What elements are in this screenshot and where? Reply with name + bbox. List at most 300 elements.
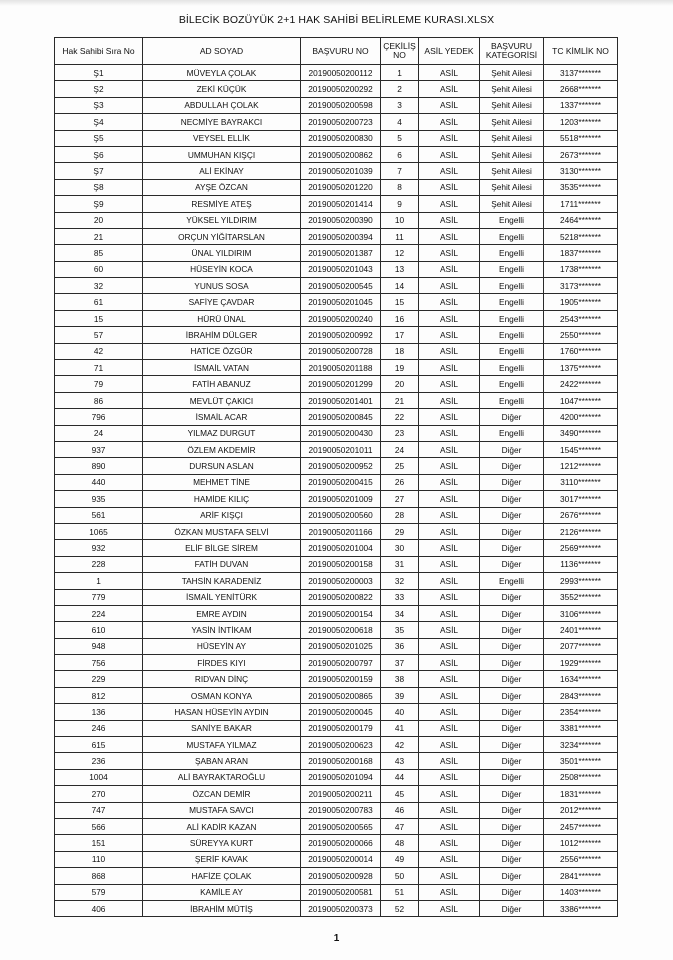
cell-basvuru-no: 20190050201166 (301, 523, 381, 539)
cell-hak-sahibi-sira-no: 440 (55, 474, 143, 490)
results-table (54, 37, 618, 917)
cell-cekilis-no: 24 (381, 441, 419, 457)
cell-cekilis-no: 6 (381, 146, 419, 162)
cell-basvuru-no: 20190050200992 (301, 327, 381, 343)
header-basvuru-no: BAŞVURU NO (301, 38, 381, 65)
table-row (55, 146, 618, 162)
cell-basvuru-kategorisi: Engelli (480, 278, 544, 294)
cell-hak-sahibi-sira-no: Ş7 (55, 163, 143, 179)
cell-asil-yedek: ASİL (419, 540, 480, 556)
cell-ad-soyad: EMRE AYDIN (143, 605, 301, 621)
cell-hak-sahibi-sira-no: 21 (55, 228, 143, 244)
cell-asil-yedek: ASİL (419, 655, 480, 671)
cell-hak-sahibi-sira-no: 224 (55, 605, 143, 621)
cell-cekilis-no: 50 (381, 868, 419, 884)
cell-cekilis-no: 30 (381, 540, 419, 556)
table-row (55, 196, 618, 212)
cell-basvuru-no: 20190050200952 (301, 458, 381, 474)
table-row (55, 212, 618, 228)
cell-basvuru-kategorisi: Diğer (480, 704, 544, 720)
cell-cekilis-no: 44 (381, 769, 419, 785)
cell-asil-yedek: ASİL (419, 753, 480, 769)
cell-basvuru-kategorisi: Şehit Ailesi (480, 130, 544, 146)
cell-tc-kimlik-no: 1929******* (544, 655, 618, 671)
table-row (55, 343, 618, 359)
cell-hak-sahibi-sira-no: 24 (55, 425, 143, 441)
cell-ad-soyad: HATİCE ÖZGÜR (143, 343, 301, 359)
cell-asil-yedek: ASİL (419, 376, 480, 392)
cell-hak-sahibi-sira-no: 406 (55, 900, 143, 916)
cell-hak-sahibi-sira-no: 110 (55, 851, 143, 867)
cell-basvuru-no: 20190050200240 (301, 310, 381, 326)
cell-basvuru-no: 20190050201043 (301, 261, 381, 277)
table-row (55, 523, 618, 539)
cell-basvuru-no: 20190050200623 (301, 737, 381, 753)
cell-tc-kimlik-no: 2354******* (544, 704, 618, 720)
cell-basvuru-no: 20190050200159 (301, 671, 381, 687)
page-number: 1 (333, 933, 340, 944)
header-ad-soyad: AD SOYAD (143, 38, 301, 65)
cell-asil-yedek: ASİL (419, 212, 480, 228)
cell-asil-yedek: ASİL (419, 409, 480, 425)
header-asil-yedek: ASİL YEDEK (419, 38, 480, 65)
cell-ad-soyad: HÜSEYİN AY (143, 638, 301, 654)
cell-basvuru-no: 20190050200598 (301, 97, 381, 113)
table-row (55, 65, 618, 81)
cell-tc-kimlik-no: 1375******* (544, 360, 618, 376)
cell-ad-soyad: MÜVEYLA ÇOLAK (143, 65, 301, 81)
cell-tc-kimlik-no: 2457******* (544, 818, 618, 834)
cell-cekilis-no: 31 (381, 556, 419, 572)
cell-ad-soyad: İSMAİL ACAR (143, 409, 301, 425)
cell-ad-soyad: HAFİZE ÇOLAK (143, 868, 301, 884)
cell-basvuru-kategorisi: Şehit Ailesi (480, 65, 544, 81)
cell-basvuru-kategorisi: Şehit Ailesi (480, 146, 544, 162)
table-row (55, 720, 618, 736)
cell-basvuru-kategorisi: Diğer (480, 687, 544, 703)
table-row (55, 589, 618, 605)
cell-basvuru-kategorisi: Şehit Ailesi (480, 196, 544, 212)
cell-ad-soyad: YUNUS SOSA (143, 278, 301, 294)
cell-hak-sahibi-sira-no: 579 (55, 884, 143, 900)
cell-asil-yedek: ASİL (419, 868, 480, 884)
cell-cekilis-no: 16 (381, 310, 419, 326)
cell-asil-yedek: ASİL (419, 458, 480, 474)
cell-ad-soyad: FATİH DUVAN (143, 556, 301, 572)
cell-basvuru-no: 20190050201039 (301, 163, 381, 179)
cell-basvuru-no: 20190050201011 (301, 441, 381, 457)
cell-cekilis-no: 51 (381, 884, 419, 900)
cell-asil-yedek: ASİL (419, 81, 480, 97)
cell-asil-yedek: ASİL (419, 851, 480, 867)
cell-basvuru-kategorisi: Diğer (480, 868, 544, 884)
cell-asil-yedek: ASİL (419, 146, 480, 162)
cell-basvuru-no: 20190050200066 (301, 835, 381, 851)
cell-basvuru-no: 20190050200565 (301, 818, 381, 834)
cell-asil-yedek: ASİL (419, 589, 480, 605)
cell-basvuru-no: 20190050200430 (301, 425, 381, 441)
cell-basvuru-kategorisi: Engelli (480, 261, 544, 277)
cell-hak-sahibi-sira-no: Ş1 (55, 65, 143, 81)
cell-asil-yedek: ASİL (419, 474, 480, 490)
cell-ad-soyad: MEVLÜT ÇAKICI (143, 392, 301, 408)
cell-hak-sahibi-sira-no: 756 (55, 655, 143, 671)
cell-basvuru-kategorisi: Diğer (480, 851, 544, 867)
table-row (55, 507, 618, 523)
cell-ad-soyad: VEYSEL ELLİK (143, 130, 301, 146)
cell-basvuru-no: 20190050200560 (301, 507, 381, 523)
cell-basvuru-kategorisi: Diğer (480, 507, 544, 523)
cell-tc-kimlik-no: 4200******* (544, 409, 618, 425)
table-body (55, 65, 618, 917)
cell-basvuru-kategorisi: Diğer (480, 638, 544, 654)
cell-basvuru-kategorisi: Diğer (480, 589, 544, 605)
cell-ad-soyad: TAHSİN KARADENİZ (143, 573, 301, 589)
cell-tc-kimlik-no: 1403******* (544, 884, 618, 900)
header-basvuru-kategorisi: BAŞVURU KATEGORİSİ (480, 38, 544, 65)
cell-tc-kimlik-no: 2464******* (544, 212, 618, 228)
cell-asil-yedek: ASİL (419, 622, 480, 638)
table-row (55, 458, 618, 474)
cell-basvuru-no: 20190050200830 (301, 130, 381, 146)
cell-cekilis-no: 36 (381, 638, 419, 654)
cell-ad-soyad: ŞERİF KAVAK (143, 851, 301, 867)
cell-cekilis-no: 4 (381, 114, 419, 130)
cell-hak-sahibi-sira-no: 236 (55, 753, 143, 769)
cell-ad-soyad: SÜREYYA KURT (143, 835, 301, 851)
cell-hak-sahibi-sira-no: Ş8 (55, 179, 143, 195)
page-top-shade (0, 0, 673, 6)
cell-tc-kimlik-no: 1047******* (544, 392, 618, 408)
table-row (55, 278, 618, 294)
cell-tc-kimlik-no: 3490******* (544, 425, 618, 441)
table-row (55, 687, 618, 703)
cell-ad-soyad: AYŞE ÖZCAN (143, 179, 301, 195)
cell-hak-sahibi-sira-no: 61 (55, 294, 143, 310)
cell-asil-yedek: ASİL (419, 507, 480, 523)
cell-asil-yedek: ASİL (419, 114, 480, 130)
cell-basvuru-no: 20190050200545 (301, 278, 381, 294)
cell-basvuru-kategorisi: Engelli (480, 294, 544, 310)
cell-ad-soyad: MUSTAFA SAVCI (143, 802, 301, 818)
cell-tc-kimlik-no: 1831******* (544, 786, 618, 802)
cell-hak-sahibi-sira-no: 868 (55, 868, 143, 884)
cell-hak-sahibi-sira-no: 79 (55, 376, 143, 392)
cell-basvuru-kategorisi: Diğer (480, 458, 544, 474)
cell-basvuru-no: 20190050200783 (301, 802, 381, 818)
cell-basvuru-kategorisi: Şehit Ailesi (480, 114, 544, 130)
cell-cekilis-no: 42 (381, 737, 419, 753)
cell-tc-kimlik-no: 3234******* (544, 737, 618, 753)
cell-hak-sahibi-sira-no: 796 (55, 409, 143, 425)
cell-asil-yedek: ASİL (419, 737, 480, 753)
cell-asil-yedek: ASİL (419, 163, 480, 179)
cell-cekilis-no: 34 (381, 605, 419, 621)
table-row (55, 441, 618, 457)
cell-hak-sahibi-sira-no: 20 (55, 212, 143, 228)
cell-ad-soyad: FATİH ABANUZ (143, 376, 301, 392)
cell-tc-kimlik-no: 2077******* (544, 638, 618, 654)
cell-hak-sahibi-sira-no: 890 (55, 458, 143, 474)
cell-tc-kimlik-no: 1337******* (544, 97, 618, 113)
cell-basvuru-no: 20190050200292 (301, 81, 381, 97)
cell-ad-soyad: İSMAİL YENİTÜRK (143, 589, 301, 605)
cell-hak-sahibi-sira-no: 937 (55, 441, 143, 457)
cell-ad-soyad: ABDULLAH ÇOLAK (143, 97, 301, 113)
cell-tc-kimlik-no: 2676******* (544, 507, 618, 523)
cell-hak-sahibi-sira-no: 615 (55, 737, 143, 753)
cell-basvuru-kategorisi: Engelli (480, 376, 544, 392)
cell-ad-soyad: ALİ EKİNAY (143, 163, 301, 179)
cell-asil-yedek: ASİL (419, 818, 480, 834)
cell-basvuru-no: 20190050200928 (301, 868, 381, 884)
cell-basvuru-kategorisi: Şehit Ailesi (480, 179, 544, 195)
cell-cekilis-no: 23 (381, 425, 419, 441)
cell-basvuru-no: 20190050200179 (301, 720, 381, 736)
header-cekilis-no: ÇEKİLİŞ NO (381, 38, 419, 65)
cell-asil-yedek: ASİL (419, 884, 480, 900)
cell-cekilis-no: 1 (381, 65, 419, 81)
cell-ad-soyad: ZEKİ KÜÇÜK (143, 81, 301, 97)
cell-basvuru-kategorisi: Diğer (480, 818, 544, 834)
cell-basvuru-no: 20190050200581 (301, 884, 381, 900)
cell-basvuru-kategorisi: Engelli (480, 310, 544, 326)
table-header-row (55, 38, 618, 65)
cell-basvuru-no: 20190050201220 (301, 179, 381, 195)
cell-basvuru-kategorisi: Engelli (480, 327, 544, 343)
table-row (55, 425, 618, 441)
cell-asil-yedek: ASİL (419, 769, 480, 785)
cell-ad-soyad: YASİN İNTİKAM (143, 622, 301, 638)
table-row (55, 81, 618, 97)
cell-cekilis-no: 33 (381, 589, 419, 605)
cell-ad-soyad: DURSUN ASLAN (143, 458, 301, 474)
cell-ad-soyad: ORÇUN YİĞİTARSLAN (143, 228, 301, 244)
cell-basvuru-no: 20190050200797 (301, 655, 381, 671)
cell-tc-kimlik-no: 1136******* (544, 556, 618, 572)
cell-cekilis-no: 11 (381, 228, 419, 244)
cell-asil-yedek: ASİL (419, 179, 480, 195)
table-row (55, 491, 618, 507)
cell-basvuru-kategorisi: Engelli (480, 343, 544, 359)
cell-hak-sahibi-sira-no: 57 (55, 327, 143, 343)
cell-hak-sahibi-sira-no: Ş9 (55, 196, 143, 212)
table-row (55, 802, 618, 818)
cell-asil-yedek: ASİL (419, 900, 480, 916)
cell-cekilis-no: 45 (381, 786, 419, 802)
cell-asil-yedek: ASİL (419, 130, 480, 146)
cell-basvuru-kategorisi: Engelli (480, 392, 544, 408)
cell-ad-soyad: HAMİDE KILIÇ (143, 491, 301, 507)
cell-basvuru-kategorisi: Diğer (480, 671, 544, 687)
cell-basvuru-no: 20190050200865 (301, 687, 381, 703)
table-row (55, 245, 618, 261)
cell-cekilis-no: 26 (381, 474, 419, 490)
cell-basvuru-kategorisi: Diğer (480, 720, 544, 736)
cell-basvuru-kategorisi: Engelli (480, 228, 544, 244)
cell-basvuru-no: 20190050200045 (301, 704, 381, 720)
cell-basvuru-no: 20190050201401 (301, 392, 381, 408)
cell-ad-soyad: YÜKSEL YILDIRIM (143, 212, 301, 228)
cell-hak-sahibi-sira-no: 15 (55, 310, 143, 326)
cell-cekilis-no: 28 (381, 507, 419, 523)
cell-basvuru-kategorisi: Diğer (480, 802, 544, 818)
cell-cekilis-no: 9 (381, 196, 419, 212)
cell-basvuru-kategorisi: Diğer (480, 753, 544, 769)
cell-tc-kimlik-no: 3552******* (544, 589, 618, 605)
cell-basvuru-kategorisi: Diğer (480, 622, 544, 638)
cell-basvuru-no: 20190050201009 (301, 491, 381, 507)
cell-basvuru-no: 20190050200154 (301, 605, 381, 621)
cell-ad-soyad: HÜRÜ ÜNAL (143, 310, 301, 326)
cell-basvuru-no: 20190050201045 (301, 294, 381, 310)
cell-hak-sahibi-sira-no: 932 (55, 540, 143, 556)
cell-asil-yedek: ASİL (419, 573, 480, 589)
table-row (55, 294, 618, 310)
cell-basvuru-no: 20190050200014 (301, 851, 381, 867)
cell-asil-yedek: ASİL (419, 638, 480, 654)
cell-ad-soyad: HASAN HÜSEYİN AYDIN (143, 704, 301, 720)
cell-basvuru-no: 20190050200390 (301, 212, 381, 228)
cell-basvuru-kategorisi: Diğer (480, 556, 544, 572)
cell-tc-kimlik-no: 1837******* (544, 245, 618, 261)
cell-ad-soyad: ÜNAL YILDIRIM (143, 245, 301, 261)
table-row (55, 900, 618, 916)
cell-hak-sahibi-sira-no: 935 (55, 491, 143, 507)
table-row (55, 868, 618, 884)
table-row (55, 97, 618, 113)
cell-ad-soyad: UMMUHAN KIŞÇI (143, 146, 301, 162)
cell-ad-soyad: ALİ BAYRAKTAROĞLU (143, 769, 301, 785)
cell-basvuru-no: 20190050200845 (301, 409, 381, 425)
cell-cekilis-no: 35 (381, 622, 419, 638)
cell-tc-kimlik-no: 1212******* (544, 458, 618, 474)
cell-ad-soyad: ÖZCAN DEMİR (143, 786, 301, 802)
cell-cekilis-no: 13 (381, 261, 419, 277)
table-row (55, 261, 618, 277)
cell-tc-kimlik-no: 1203******* (544, 114, 618, 130)
table-row (55, 360, 618, 376)
cell-hak-sahibi-sira-no: 42 (55, 343, 143, 359)
cell-hak-sahibi-sira-no: 566 (55, 818, 143, 834)
cell-hak-sahibi-sira-no: Ş5 (55, 130, 143, 146)
cell-tc-kimlik-no: 1012******* (544, 835, 618, 851)
cell-tc-kimlik-no: 3386******* (544, 900, 618, 916)
cell-asil-yedek: ASİL (419, 294, 480, 310)
table-row (55, 605, 618, 621)
cell-basvuru-kategorisi: Engelli (480, 425, 544, 441)
cell-cekilis-no: 29 (381, 523, 419, 539)
cell-basvuru-kategorisi: Diğer (480, 409, 544, 425)
cell-tc-kimlik-no: 2126******* (544, 523, 618, 539)
cell-asil-yedek: ASİL (419, 704, 480, 720)
table-row (55, 638, 618, 654)
cell-basvuru-no: 20190050200112 (301, 65, 381, 81)
cell-hak-sahibi-sira-no: 812 (55, 687, 143, 703)
cell-tc-kimlik-no: 3130******* (544, 163, 618, 179)
cell-tc-kimlik-no: 1711******* (544, 196, 618, 212)
cell-tc-kimlik-no: 3173******* (544, 278, 618, 294)
cell-basvuru-kategorisi: Diğer (480, 474, 544, 490)
cell-hak-sahibi-sira-no: 1065 (55, 523, 143, 539)
table-row (55, 556, 618, 572)
cell-tc-kimlik-no: 2543******* (544, 310, 618, 326)
cell-asil-yedek: ASİL (419, 278, 480, 294)
cell-tc-kimlik-no: 2841******* (544, 868, 618, 884)
cell-hak-sahibi-sira-no: 229 (55, 671, 143, 687)
cell-basvuru-kategorisi: Diğer (480, 441, 544, 457)
cell-cekilis-no: 15 (381, 294, 419, 310)
cell-asil-yedek: ASİL (419, 327, 480, 343)
cell-tc-kimlik-no: 5518******* (544, 130, 618, 146)
cell-basvuru-kategorisi: Şehit Ailesi (480, 163, 544, 179)
cell-asil-yedek: ASİL (419, 786, 480, 802)
cell-hak-sahibi-sira-no: 228 (55, 556, 143, 572)
cell-ad-soyad: ELİF BİLGE SİREM (143, 540, 301, 556)
cell-asil-yedek: ASİL (419, 392, 480, 408)
cell-tc-kimlik-no: 1634******* (544, 671, 618, 687)
cell-basvuru-kategorisi: Diğer (480, 769, 544, 785)
cell-basvuru-no: 20190050201188 (301, 360, 381, 376)
cell-basvuru-no: 20190050201299 (301, 376, 381, 392)
cell-cekilis-no: 19 (381, 360, 419, 376)
cell-asil-yedek: ASİL (419, 491, 480, 507)
cell-tc-kimlik-no: 2508******* (544, 769, 618, 785)
cell-ad-soyad: ŞABAN ARAN (143, 753, 301, 769)
header-hak-sahibi-sira-no: Hak Sahibi Sıra No (55, 38, 143, 65)
table-row (55, 114, 618, 130)
table-row (55, 671, 618, 687)
table-row (55, 655, 618, 671)
cell-cekilis-no: 3 (381, 97, 419, 113)
cell-hak-sahibi-sira-no: Ş4 (55, 114, 143, 130)
cell-basvuru-kategorisi: Diğer (480, 605, 544, 621)
cell-hak-sahibi-sira-no: 610 (55, 622, 143, 638)
cell-tc-kimlik-no: 2569******* (544, 540, 618, 556)
cell-asil-yedek: ASİL (419, 720, 480, 736)
cell-asil-yedek: ASİL (419, 65, 480, 81)
cell-ad-soyad: MEHMET TİNE (143, 474, 301, 490)
cell-ad-soyad: İBRAHİM MÜTİŞ (143, 900, 301, 916)
cell-basvuru-kategorisi: Engelli (480, 360, 544, 376)
cell-basvuru-no: 20190050201414 (301, 196, 381, 212)
cell-ad-soyad: FİRDES KIYI (143, 655, 301, 671)
cell-ad-soyad: ALİ KADİR KAZAN (143, 818, 301, 834)
table-row (55, 786, 618, 802)
table-row (55, 310, 618, 326)
cell-asil-yedek: ASİL (419, 196, 480, 212)
table-row (55, 622, 618, 638)
table-row (55, 737, 618, 753)
cell-ad-soyad: İSMAİL VATAN (143, 360, 301, 376)
cell-asil-yedek: ASİL (419, 310, 480, 326)
cell-cekilis-no: 43 (381, 753, 419, 769)
cell-tc-kimlik-no: 3106******* (544, 605, 618, 621)
table-row (55, 884, 618, 900)
cell-ad-soyad: SANİYE BAKAR (143, 720, 301, 736)
cell-cekilis-no: 17 (381, 327, 419, 343)
cell-hak-sahibi-sira-no: 1004 (55, 769, 143, 785)
cell-asil-yedek: ASİL (419, 556, 480, 572)
cell-tc-kimlik-no: 2843******* (544, 687, 618, 703)
cell-tc-kimlik-no: 2668******* (544, 81, 618, 97)
cell-basvuru-no: 20190050200862 (301, 146, 381, 162)
cell-asil-yedek: ASİL (419, 360, 480, 376)
cell-cekilis-no: 8 (381, 179, 419, 195)
cell-basvuru-kategorisi: Diğer (480, 835, 544, 851)
table-row (55, 228, 618, 244)
table-row (55, 409, 618, 425)
